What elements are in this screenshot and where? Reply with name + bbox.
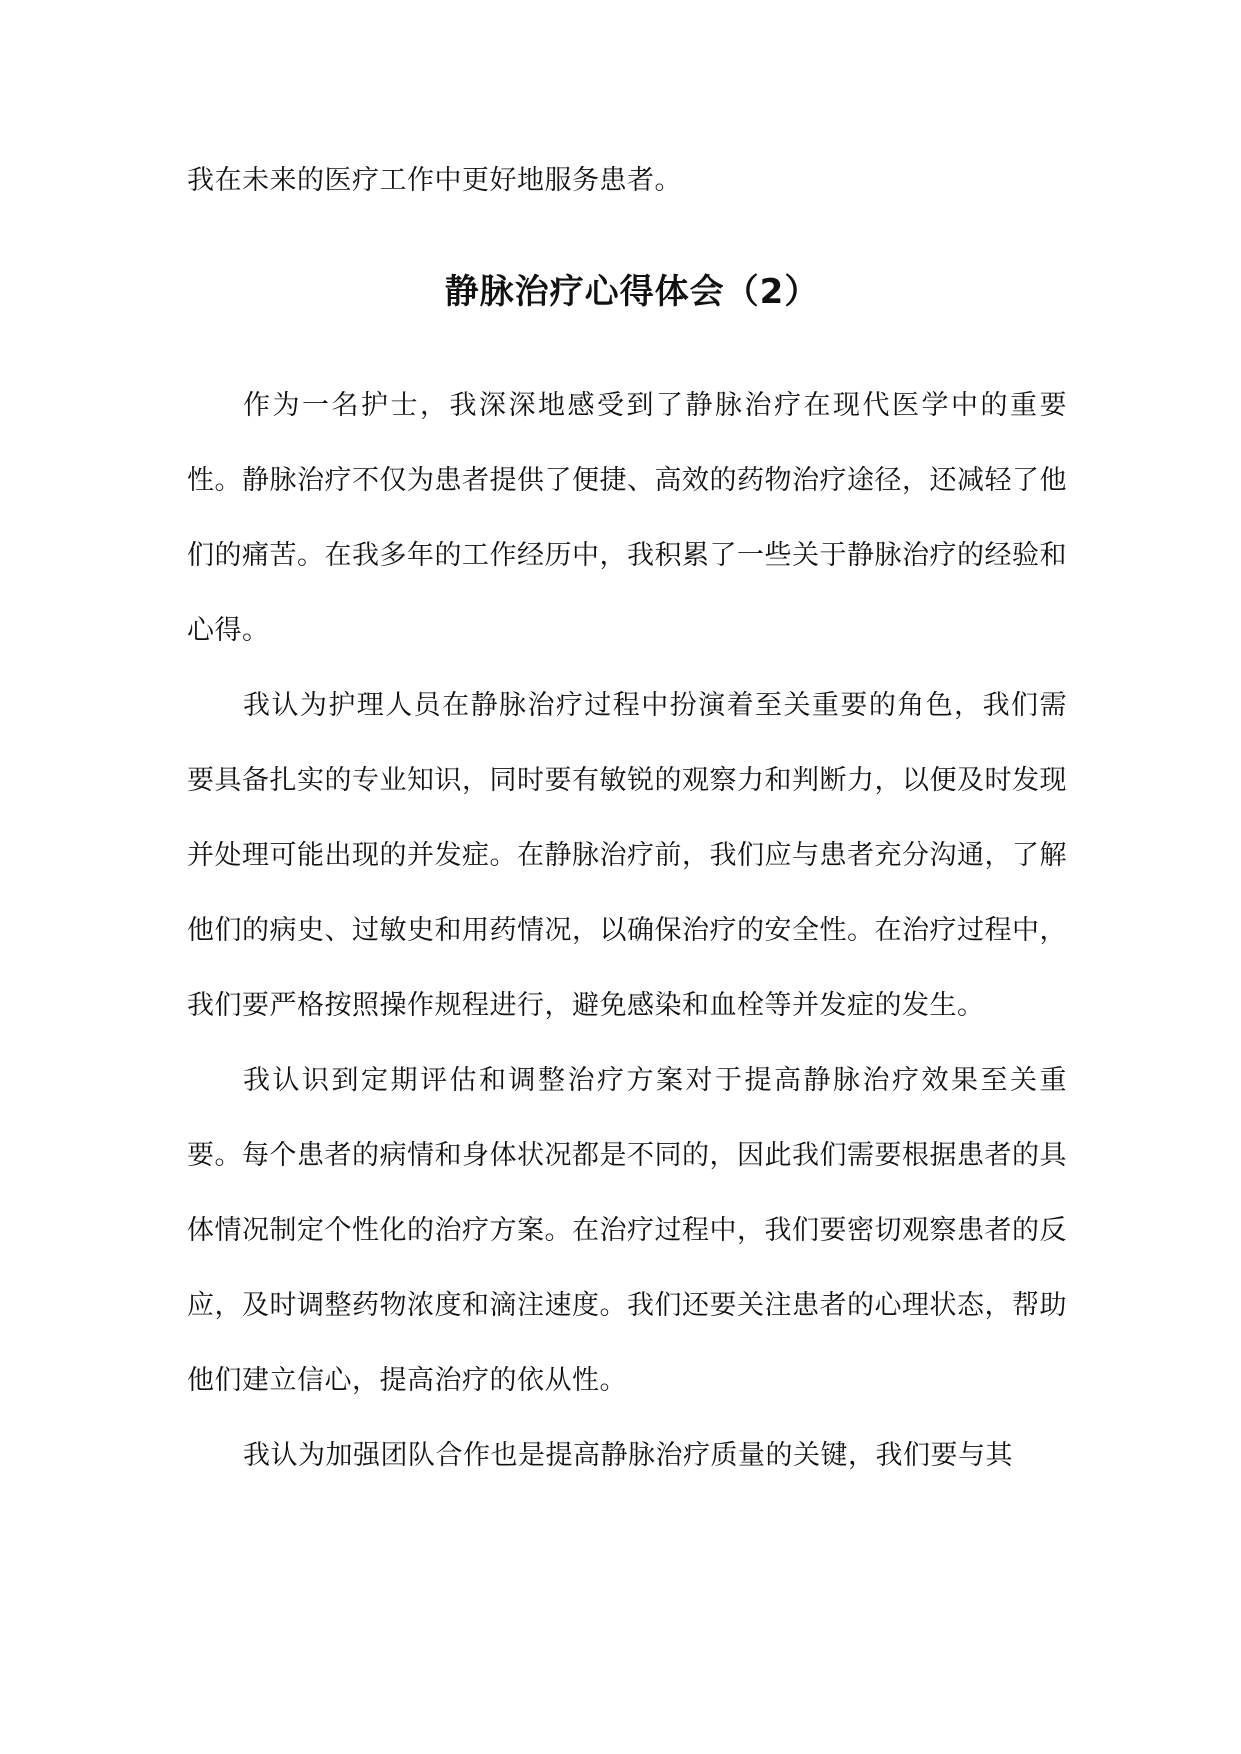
lead-text: 我在未来的医疗工作中更好地服务患者。 — [187, 165, 682, 196]
document-title: 静脉治疗心得体会（2） — [444, 272, 820, 312]
paragraph-1: 作为一名护士，我深深地感受到了静脉治疗在现代医学中的重要性。静脉治疗不仅为患者提供了便捷、高效的药物治疗途径，还减轻了他们的痛苦。在我多年的工作经历中，我积累了一些关于静脉治疗的经验和心得。 — [187, 390, 1067, 646]
paragraph-4: 我认为加强团队合作也是提高静脉治疗质量的关键，我们要与其 — [243, 1440, 1013, 1471]
document-body — [187, 143, 1067, 1493]
paragraph-3: 我认识到定期评估和调整治疗方案对于提高静脉治疗效果至关重要。每个患者的病情和身体状况都是不同的，因此我们需要根据患者的具体情况制定个性化的治疗方案。在治疗过程中，我们要密切观察患者的反应，及时调整药物浓度和滴注速度。我们还要关注患者的心理状态，帮助他们建立信心，提高治疗的依从性。 — [187, 1065, 1067, 1396]
paragraph-2: 我认为护理人员在静脉治疗过程中扮演着至关重要的角色，我们需要具备扎实的专业知识，同时要有敏锐的观察力和判断力，以便及时发现并处理可能出现的并发症。在静脉治疗前，我们应与患者充分沟通，了解他们的病史、过敏史和用药情况，以确保治疗的安全性。在治疗过程中，我们要严格按照操作规程进行，避免感染和血栓等并发症的发生。 — [187, 690, 1067, 1021]
